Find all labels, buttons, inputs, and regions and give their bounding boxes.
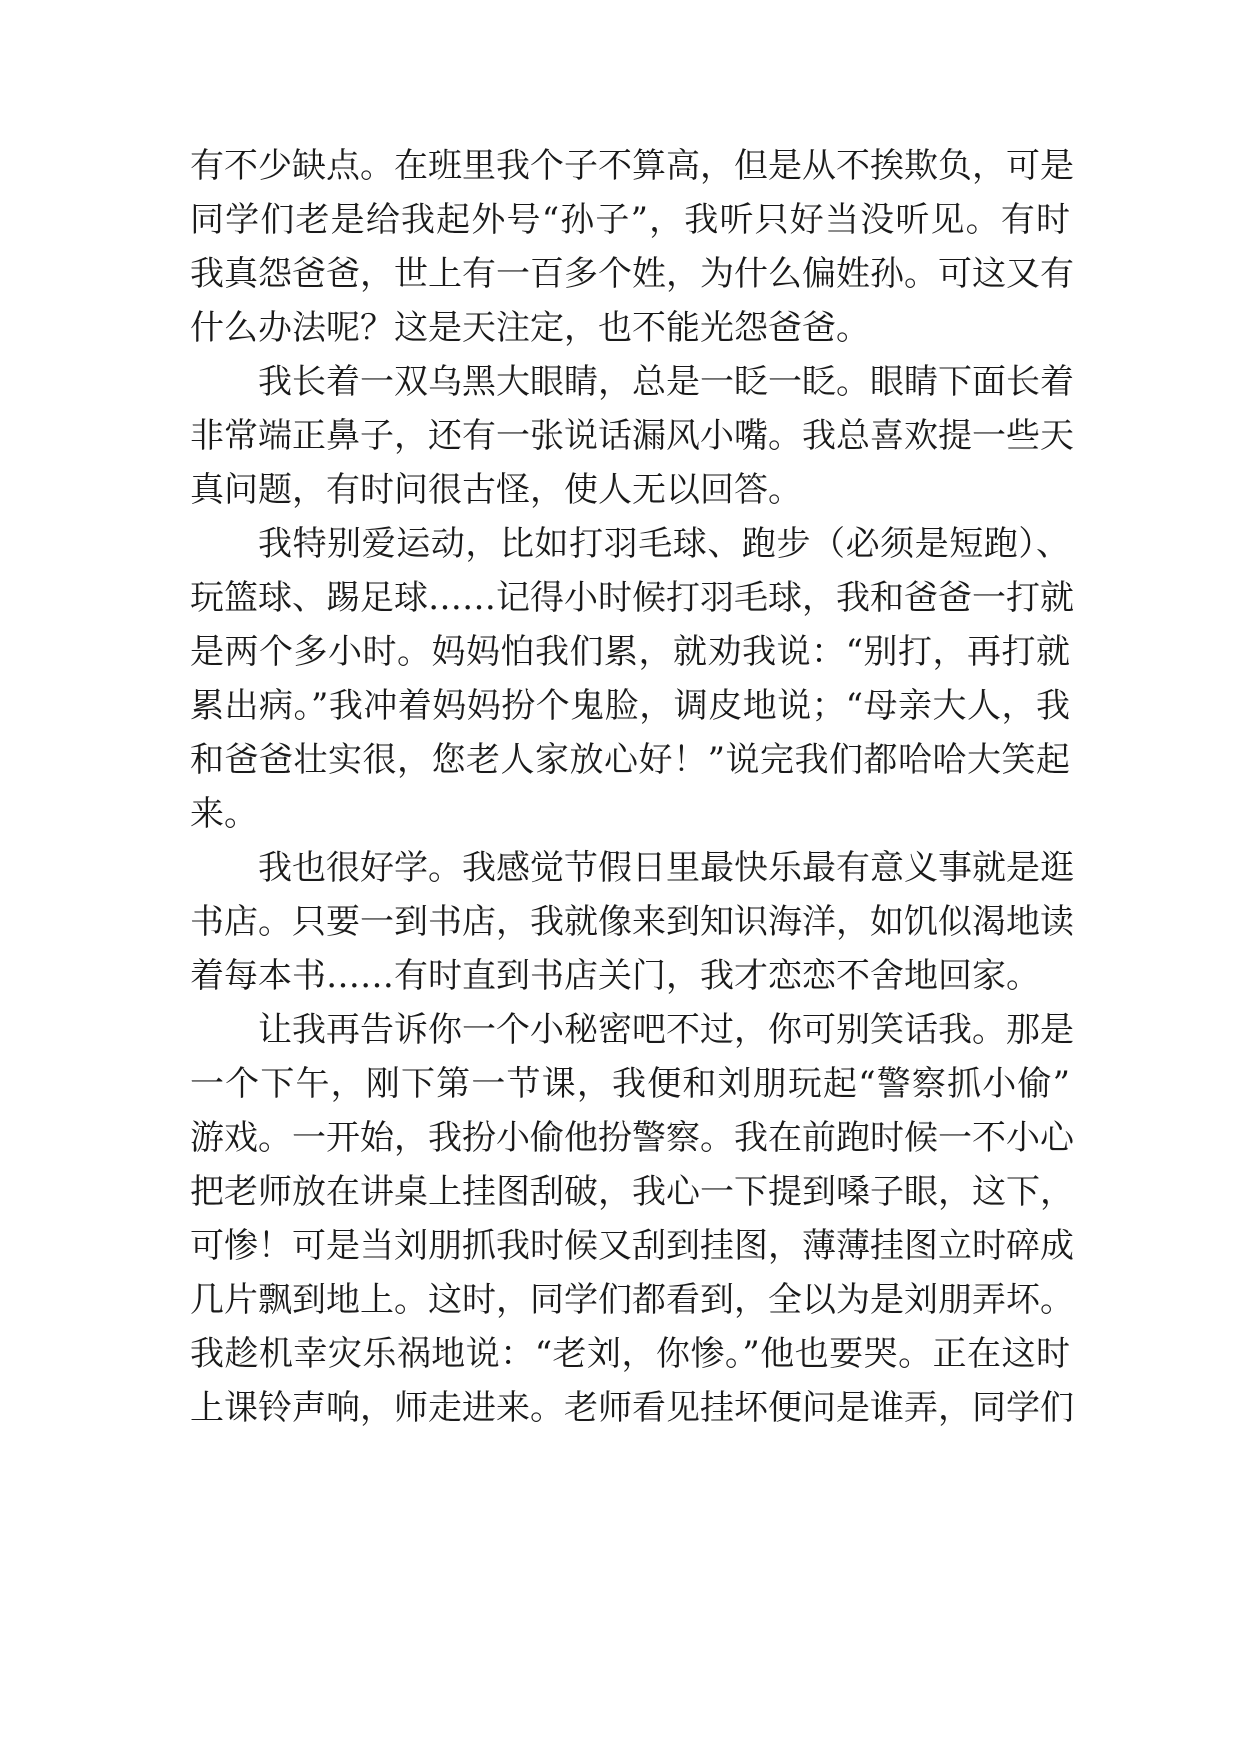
text-line: 我趁机幸灾乐祸地说：“老刘，你惨。”他也要哭。正在这时 bbox=[190, 1334, 1070, 1374]
text-line: 让我再告诉你一个小秘密吧不过，你可别笑话我。那是 bbox=[258, 1010, 1074, 1050]
text-line: 几片飘到地上。这时，同学们都看到，全以为是刘朋弄坏。 bbox=[190, 1280, 1074, 1320]
text-line: 来。 bbox=[190, 794, 258, 834]
text-line: 什么办法呢？这是天注定，也不能光怨爸爸。 bbox=[190, 308, 870, 348]
text-line: 书店。只要一到书店，我就像来到知识海洋，如饥似渴地读 bbox=[190, 902, 1074, 942]
text-line: 和爸爸壮实很，您老人家放心好！”说完我们都哈哈大笑起 bbox=[190, 740, 1070, 780]
text-line: 有不少缺点。在班里我个子不算高，但是从不挨欺负，可是 bbox=[190, 146, 1074, 186]
text-line: 我长着一双乌黑大眼睛，总是一眨一眨。眼睛下面长着 bbox=[258, 362, 1074, 402]
text-line: 我真怨爸爸，世上有一百多个姓，为什么偏姓孙。可这又有 bbox=[190, 254, 1074, 294]
text-line: 是两个多小时。妈妈怕我们累，就劝我说：“别打，再打就 bbox=[190, 632, 1070, 672]
text-line: 把老师放在讲桌上挂图刮破，我心一下提到嗓子眼，这下， bbox=[190, 1172, 1074, 1212]
text-line: 真问题，有时问很古怪，使人无以回答。 bbox=[190, 470, 802, 510]
text-line: 累出病。”我冲着妈妈扮个鬼脸，调皮地说；“母亲大人，我 bbox=[190, 686, 1070, 726]
text-line: 游戏。一开始，我扮小偷他扮警察。我在前跑时候一不小心 bbox=[190, 1118, 1074, 1158]
text-line: 非常端正鼻子，还有一张说话漏风小嘴。我总喜欢提一些天 bbox=[190, 416, 1074, 456]
text-line: 玩篮球、踢足球……记得小时候打羽毛球，我和爸爸一打就 bbox=[190, 578, 1074, 618]
text-line: 上课铃声响，师走进来。老师看见挂坏便问是谁弄，同学们 bbox=[190, 1388, 1074, 1428]
text-line: 一个下午，刚下第一节课，我便和刘朋玩起“警察抓小偷” bbox=[190, 1064, 1070, 1104]
text-line: 我特别爱运动，比如打羽毛球、跑步（必须是短跑）、 bbox=[258, 524, 1070, 564]
text-line: 同学们老是给我起外号“孙子”，我听只好当没听见。有时 bbox=[190, 200, 1070, 240]
text-line: 着每本书……有时直到书店关门，我才恋恋不舍地回家。 bbox=[190, 956, 1040, 996]
text-line: 可惨！可是当刘朋抓我时候又刮到挂图，薄薄挂图立时碎成 bbox=[190, 1226, 1074, 1266]
text-line: 我也很好学。我感觉节假日里最快乐最有意义事就是逛 bbox=[258, 848, 1074, 888]
